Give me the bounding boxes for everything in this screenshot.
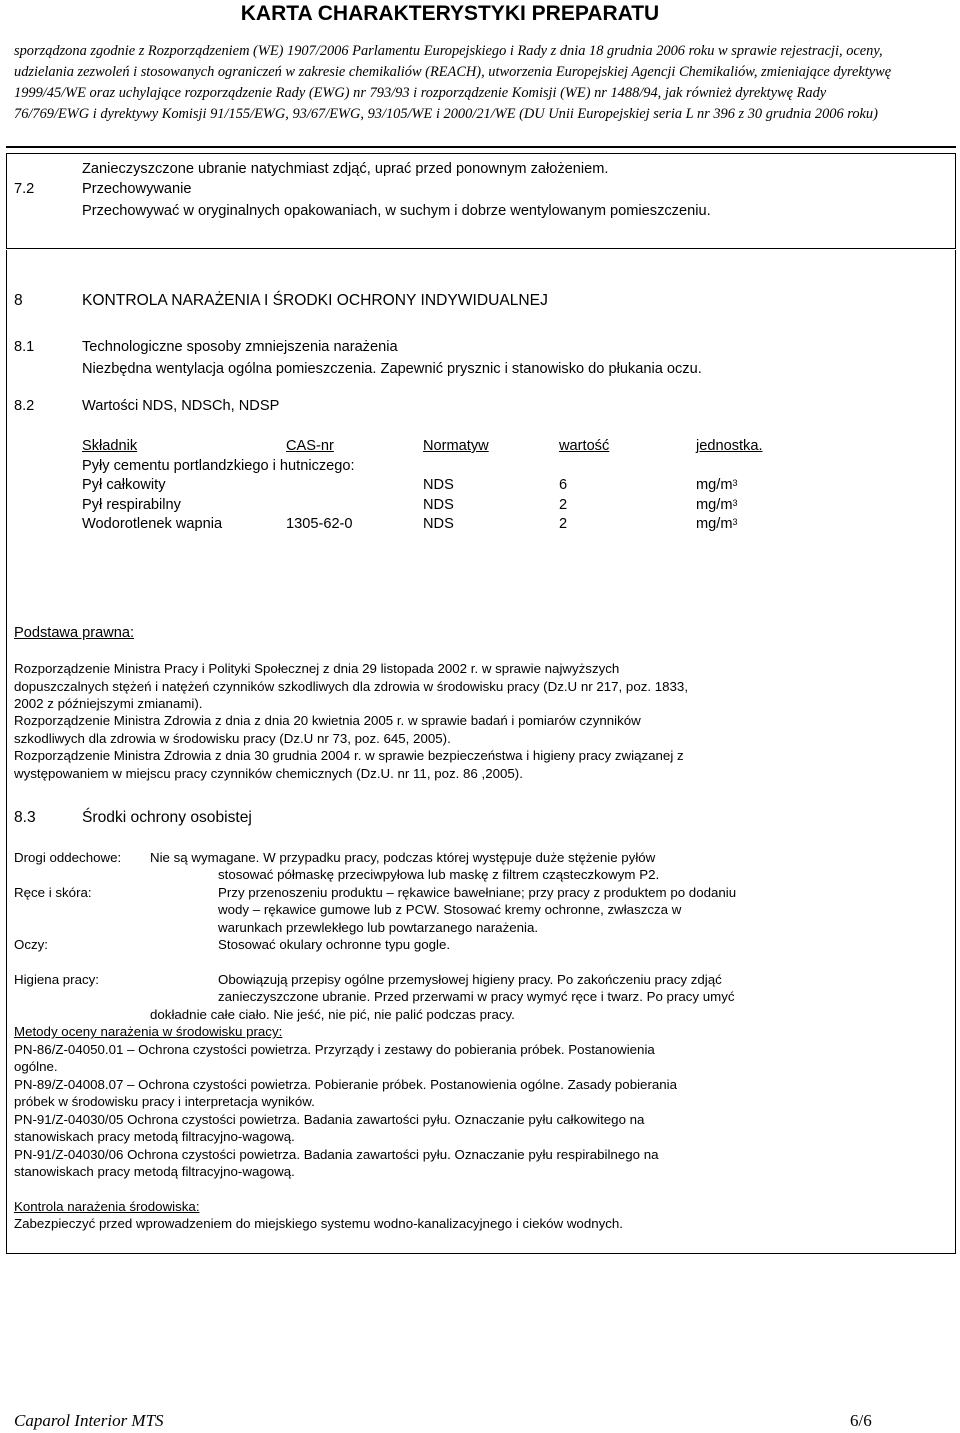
table-cell-unit [696,477,738,494]
hands-skin-label: Ręce i skóra: [14,885,92,900]
methods-line: stanowiskach pracy metodą filtracyjno-wagową. [14,1129,295,1144]
legal-basis-line: Rozporządzenie Ministra Pracy i Polityki Społecznej z dnia 29 listopada 2002 r. w sprawie najwyższych [14,661,620,676]
unit-exponent: 3 [732,478,738,488]
methods-line: PN-91/Z-04030/06 Ochrona czystości powietrza. Badania zawartości pyłu. Oznaczanie pyłu respirabilnego na [14,1147,659,1162]
unit-exponent: 3 [732,498,738,508]
table-header-cas: CAS-nr [286,438,334,454]
respiratory-label: Drogi oddechowe: [14,850,122,865]
table-cell-unit [696,516,738,533]
methods-line: PN-91/Z-04030/05 Ochrona czystości powietrza. Badania zawartości pyłu. Oznaczanie pyłu całkowitego na [14,1112,645,1127]
methods-line: PN-89/Z-04008.07 – Ochrona czystości powietrza. Pobieranie próbek. Postanowienia ogólne. Zasady pobierania [14,1077,678,1092]
table-cell-cas: 1305-62-0 [286,516,353,532]
hands-skin-text: warunkach przewlekłego lub powtarzanego narażenia. [218,920,539,935]
table-cell-value: 2 [559,516,568,532]
subtitle-line: sporządzona zgodnie z Rozporządzeniem (WE) 1907/2006 Parlamentu Europejskiego i Rady z dnia 18 grudnia 2006 roku w sprawie rejestracji, oceny, [14,43,883,59]
section-8-number: 8 [14,292,23,309]
table-header-standard: Normatyw [423,438,489,454]
hands-skin-text: wody – rękawice gumowe lub z PCW. Stosować kremy ochronne, zwłaszcza w [218,902,682,917]
methods-line: stanowiskach pracy metodą filtracyjno-wagową. [14,1164,295,1179]
environment-heading: Kontrola narażenia środowiska: [14,1199,200,1214]
legal-basis-line: dopuszczalnych stężeń i natężeń czynników szkodliwych dla zdrowia w środowisku pracy (Dz.U nr 217, poz. 1833, [14,679,689,694]
section-8-1-text: Niezbędna wentylacja ogólna pomieszczenia. Zapewnić prysznic i stanowisko do płukania oczu. [82,361,702,377]
unit-exponent: 3 [732,517,738,527]
footer-page-number: 6/6 [850,1411,872,1430]
methods-heading: Metody oceny narażenia w środowisku pracy: [14,1024,283,1039]
section-8-title: KONTROLA NARAŻENIA I ŚRODKI OCHRONY INDYWIDUALNEJ [82,292,548,309]
section-8-3-title: Środki ochrony osobistej [82,809,252,826]
eyes-text: Stosować okulary ochronne typu gogle. [218,937,451,952]
hygiene-text: dokładnie całe ciało. Nie jeść, nie pić, nie palić podczas pracy. [150,1007,515,1022]
table-cell-standard: NDS [423,516,454,532]
section-7-2-title: Przechowywanie [82,181,192,197]
section-7-2-number: 7.2 [14,181,35,197]
methods-line: PN-86/Z-04050.01 – Ochrona czystości powietrza. Przyrządy i zestawy do pobierania próbek. Postanowienia [14,1042,655,1057]
section-7-2-text: Przechowywać w oryginalnych opakowaniach, w suchym i dobrze wentylowanym pomieszczeniu. [82,203,711,219]
section-8-1-number: 8.1 [14,339,35,355]
section-8-1-title: Technologiczne sposoby zmniejszenia narażenia [82,339,398,355]
section-7-1-text: Zanieczyszczone ubranie natychmiast zdjąć, uprać przed ponownym założeniem. [82,161,609,177]
environment-text: Zabezpieczyć przed wprowadzeniem do miejskiego systemu wodno-kanalizacyjnego i cieków wodnych. [14,1216,623,1231]
legal-basis-line: występowaniem w miejscu pracy czynników chemicznych (Dz.U. nr 11, poz. 86 ,2005). [14,766,523,781]
section-8-2-title: Wartości NDS, NDSCh, NDSP [82,398,280,414]
hygiene-label: Higiena pracy: [14,972,99,987]
table-cell-standard: NDS [423,477,454,493]
header-divider [6,146,956,148]
section-8-2-number: 8.2 [14,398,35,414]
eyes-label: Oczy: [14,937,48,952]
unit-text: mg/m [696,516,733,532]
hands-skin-text: Przy przenoszeniu produktu – rękawice bawełniane; przy pracy z produktem po dodaniu [218,885,737,900]
table-cell-value: 6 [559,477,568,493]
methods-line: próbek w środowisku pracy i interpretacja wyników. [14,1094,315,1109]
respiratory-text: Nie są wymagane. W przypadku pracy, podczas której występuje duże stężenie pyłów [150,850,656,865]
regulation-subtitle [14,41,954,125]
table-cell-value: 2 [559,497,568,513]
footer-product-name: Caparol Interior MTS [14,1411,164,1430]
subtitle-line: 1999/45/WE oraz uchylające rozporządzenie Rady (EWG) nr 793/93 i rozporządzenie Komisji (WE) nr 1488/94, jak również dyrektywę Rady [14,85,827,101]
subtitle-line: udzielania zezwoleń i stosowanych ograniczeń w zakresie chemikaliów (REACH), utworzenia Europejskiej Agencji Chemikaliów, zmieniające dyrektywę [14,64,892,80]
hygiene-text: Obowiązują przepisy ogólne przemysłowej higieny pracy. Po zakończeniu pracy zdjąć [218,972,722,987]
subtitle-line: 76/769/EWG i dyrektywy Komisji 91/155/EWG, 93/67/EWG, 93/105/WE i 2000/21/WE (DU Unii Europejskiej seria L nr 396 z 30 grudnia 2006 roku) [14,106,878,122]
legal-basis-line: 2002 z późniejszymi zmianami). [14,696,203,711]
legal-basis-line: Rozporządzenie Ministra Zdrowia z dnia z dnia 20 kwietnia 2005 r. w sprawie badań i pomiarów czynników [14,713,641,728]
legal-basis-heading: Podstawa prawna: [14,625,135,641]
table-header-unit: jednostka. [696,438,763,454]
table-cell-standard: NDS [423,497,454,513]
section-8-3-number: 8.3 [14,809,36,826]
legal-basis-line: Rozporządzenie Ministra Zdrowia z dnia 30 grudnia 2004 r. w sprawie bezpieczeństwa i higieny pracy związanej z [14,748,684,763]
table-cell-component: Pył całkowity [82,477,166,493]
unit-text: mg/m [696,497,733,513]
document-title: KARTA CHARAKTERYSTYKI PREPARATU [240,2,660,25]
table-cell-component: Pył respirabilny [82,497,181,513]
respiratory-text: stosować półmaskę przeciwpyłowa lub maskę z filtrem cząsteczkowym P2. [218,867,660,882]
table-header-component: Składnik [82,438,138,454]
table-cell-component: Wodorotlenek wapnia [82,516,223,532]
table-cell-unit [696,497,738,514]
methods-line: ogólne. [14,1059,58,1074]
table-group-label: Pyły cementu portlandzkiego i hutniczego: [82,458,355,474]
hygiene-text: zanieczyszczone ubranie. Przed przerwami w pracy wymyć ręce i twarz. Po pracy umyć [218,989,735,1004]
unit-text: mg/m [696,477,733,493]
table-header-value: wartość [559,438,610,454]
legal-basis-line: szkodliwych dla zdrowia w środowisku pracy (Dz.U nr 73, poz. 645, 2005). [14,731,451,746]
